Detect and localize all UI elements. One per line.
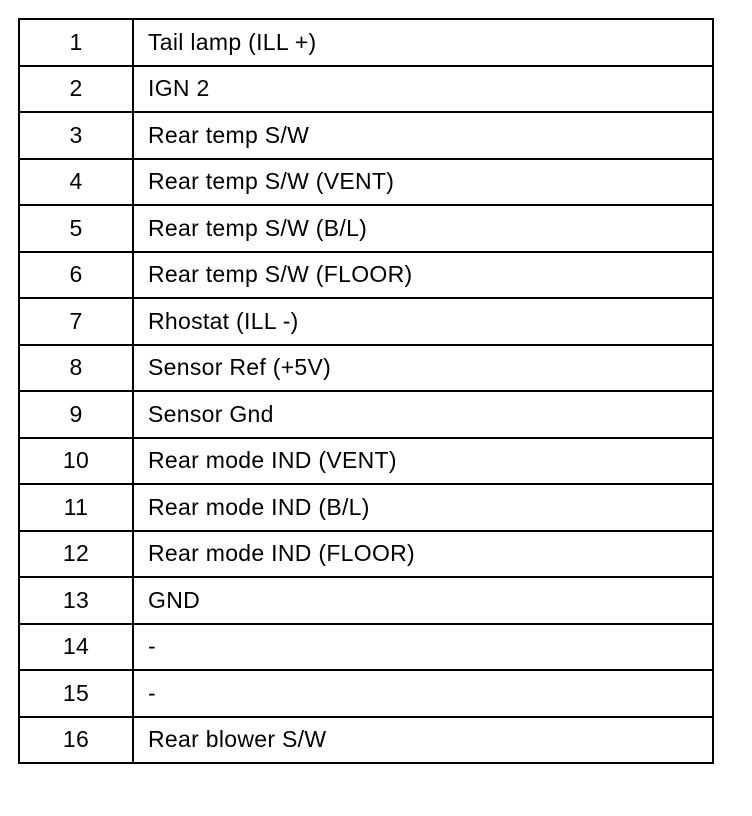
- pin-row: [19, 577, 713, 624]
- pin-description: Rear temp S/W (VENT): [133, 159, 713, 206]
- pin-row: [19, 531, 713, 578]
- pin-description: -: [133, 624, 713, 671]
- pin-number: 11: [19, 484, 133, 531]
- pin-description: Rear mode IND (FLOOR): [133, 531, 713, 578]
- pin-row: [19, 484, 713, 531]
- pin-number: 9: [19, 391, 133, 438]
- pin-number: 8: [19, 345, 133, 392]
- connector-pin-table: [18, 18, 714, 764]
- pin-number: 5: [19, 205, 133, 252]
- pin-description: Rear temp S/W: [133, 112, 713, 159]
- pin-row: [19, 298, 713, 345]
- pin-number: 16: [19, 717, 133, 764]
- pin-row: [19, 19, 713, 66]
- pin-number: 13: [19, 577, 133, 624]
- pin-description: Sensor Gnd: [133, 391, 713, 438]
- pin-row: [19, 670, 713, 717]
- pin-description: Rhostat (ILL -): [133, 298, 713, 345]
- pin-number: 6: [19, 252, 133, 299]
- pin-row: [19, 345, 713, 392]
- pin-number: 2: [19, 66, 133, 113]
- pin-row: [19, 438, 713, 485]
- pin-description: Rear blower S/W: [133, 717, 713, 764]
- pin-number: 7: [19, 298, 133, 345]
- pin-row: [19, 624, 713, 671]
- pin-row: [19, 252, 713, 299]
- pin-description: Tail lamp (ILL +): [133, 19, 713, 66]
- pin-number: 14: [19, 624, 133, 671]
- pin-number: 10: [19, 438, 133, 485]
- pin-number: 15: [19, 670, 133, 717]
- pin-description: Rear mode IND (B/L): [133, 484, 713, 531]
- pin-description: -: [133, 670, 713, 717]
- pin-number: 12: [19, 531, 133, 578]
- pin-description: Rear temp S/W (FLOOR): [133, 252, 713, 299]
- pin-row: [19, 159, 713, 206]
- pin-row: [19, 717, 713, 764]
- pin-description: Rear temp S/W (B/L): [133, 205, 713, 252]
- pin-number: 1: [19, 19, 133, 66]
- pin-description: Sensor Ref (+5V): [133, 345, 713, 392]
- pin-row: [19, 205, 713, 252]
- pin-description: IGN 2: [133, 66, 713, 113]
- pin-number: 3: [19, 112, 133, 159]
- pin-row: [19, 66, 713, 113]
- pin-table-body: [19, 19, 713, 763]
- pin-description: GND: [133, 577, 713, 624]
- pin-description: Rear mode IND (VENT): [133, 438, 713, 485]
- pin-row: [19, 112, 713, 159]
- pin-row: [19, 391, 713, 438]
- pin-number: 4: [19, 159, 133, 206]
